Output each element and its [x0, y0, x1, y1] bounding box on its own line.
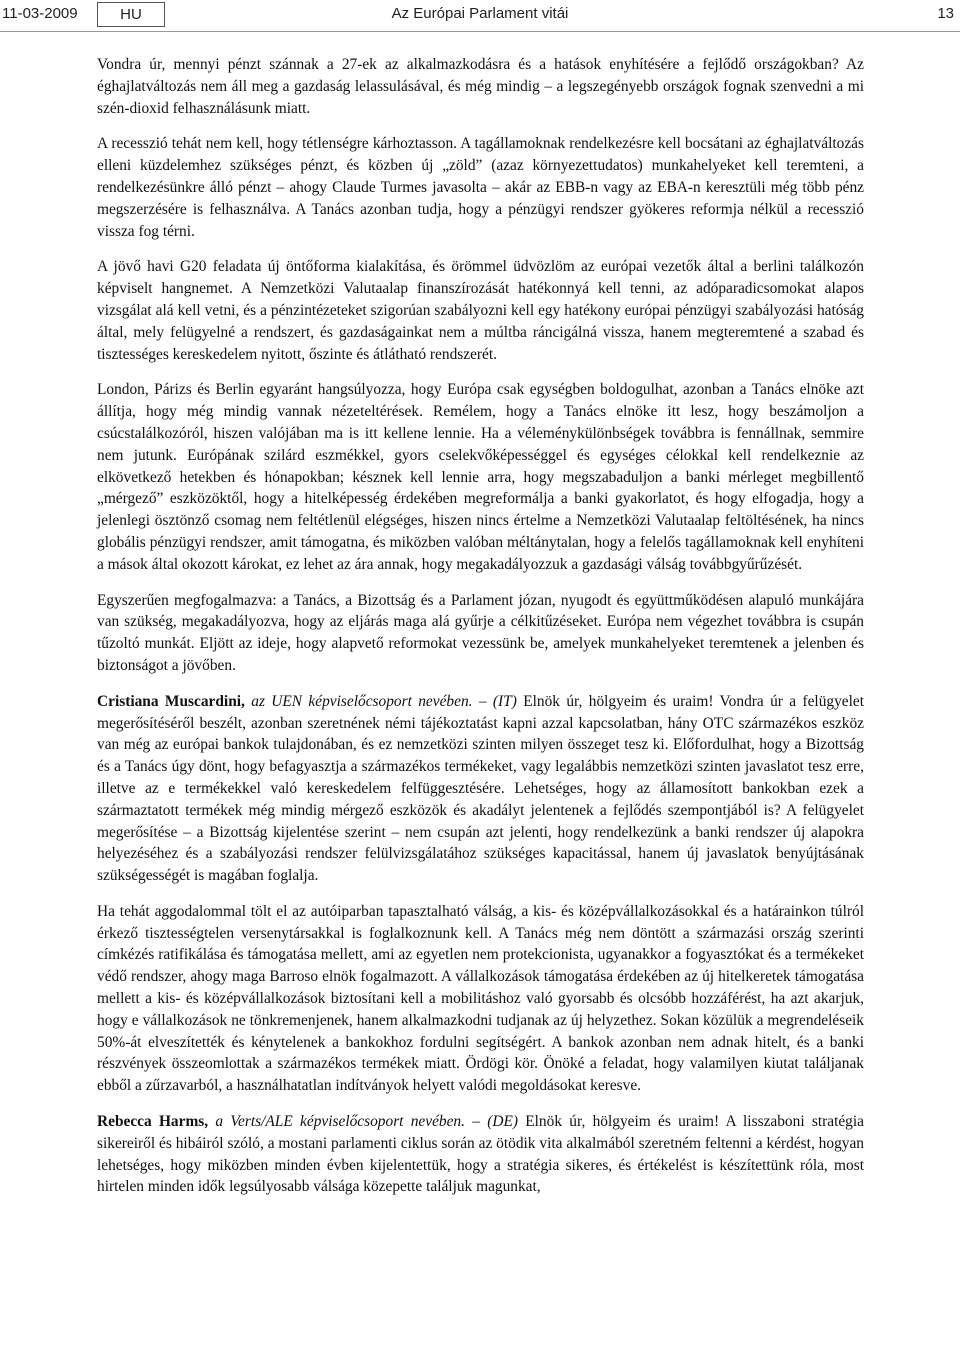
speech-language-tag: – (IT)	[478, 692, 517, 710]
paragraph: Ha tehát aggodalommal tölt el az autóiparban tapasztalható válság, a kis- és középvállalkozásokkal és a határainkon túlról érkező tisztességtelen versenytársakkal is foglalkoznunk kell. A Tanács még nem döntött a származási ország szerinti címkézés ratifikálása és támogatása mellett, ami az egyetlen nem protekcionista, ugyanakkor a fogyasztókat és a termékeket védő rendszer, ahogy maga Barroso elnök fogalmazott. A vállalkozások támogatása érdekében az új hitelkeretek támogatása mellett a kis- és középvállalkozások biztosítani kell a mobilitáshoz való gyorsabb és olcsóbb hozzáférést, ha azt akarjuk, hogy e vállalkozások ne tönkremenjenek, hanem alkalmazkodni tudjanak az új helyzethez. Sokan közülük a megrendeléseik 50%-át elveszítették és kénytelenek a bankokhoz fordulni segítségért. A bankok azonban nem adnak hitelt, és a banki részvények összeomlottak a származékos termékek miatt. Ördögi kör. Önöké a feladat, hogy valamilyen kiutat találjanak ebből a zűrzavarból, a használhatatlan indítványok helyett valódi megoldásokat keresve.	[97, 902, 864, 1095]
paragraph: London, Párizs és Berlin egyaránt hangsúlyozza, hogy Európa csak egységben boldogulhat, azonban a Tanács elnöke azt állítja, hogy még mindig vannak nézeteltérések. Remélem, hogy a Tanács elnöke itt lesz, hogy beszámoljon a csúcstalálkozóról, hiszen valójában ma is itt kellene lennie. Ha a véleménykülönbségek továbbra is fennállnak, semmire nem jutunk. Európának szilárd eszmékkel, gyors cselekvőképességgel és egységes célokkal kell rendelkeznie az elkövetkező hetekben és hónapokban; késznek kell lennie arra, hogy megszabaduljon a banki mérleget megbillentő „mérgező” eszközöktől, hogy a hitelképesség érdekében megreformálja a banki gyakorlatot, és hogy elfogadja, hogy a jelenlegi ösztönző csomag nem feltétlenül elégséges, hiszen nincs értelme a Nemzetközi Valutaalap feltöltésének, ha nincs globális pénzügyi rendszer, amit támogatna, és miközben valóban méltánytalan, hogy a felelős tagállamoknak kell enyhíteni a mások által okozott károkat, ez lehet az ára annak, hogy megakadályozzuk a gazdasági válság továbbgyűrűzését.	[97, 381, 864, 573]
speech-text: Elnök úr, hölgyeim és uraim! Vondra úr a felügyelet megerősítéséről beszélt, azonban szeretnének némi tájékoztatást kapni azzal kapcsolatban, hány OTC származékos eszköz van még az európai bankok tulajdonában, és ez nemzetközi szinten milyen összeget tesz ki. Előfordulhat, hogy a Bizottság és a Tanács úgy dönt, hogy befagyasztja a származékos termékeket, vagy legalábbis nemzetközi szinten javaslatot tesz erre, illetve az e termékekkel való kereskedelem felfüggesztésére. Lehetséges, hogy az államosított bankokban ezek a származtatott termékek még mindig mérgező eszközök és akadályt jelentenek a fejlődés szempontjából is? A felügyelet megerősítése – a Bizottság kijelentése szerint – nem csupán azt jelenti, hogy rendelkezünk a banki rendszer új alapokra helyezéséhez és a szabályozási rendszer felülvizsgálatához szükséges kapacitással, hanem új javaslatok benyújtásának szükségességét is magában foglalja.	[97, 692, 864, 885]
page-number: 13	[937, 5, 954, 22]
page-header	[0, 0, 960, 34]
paragraph: Egyszerűen megfogalmazva: a Tanács, a Bizottság és a Parlament józan, nyugodt és együttműködésen alapuló munkájára van szükség, megakadályozva, hogy az eljárás maga alá gyűrje a célkitűzéseket. Európa nem végezhet továbbra is csupán tűzoltó munkát. Eljött az ideje, hogy alapvető reformokat vezessünk be, amelyek munkahelyeket teremtenek a jelenben és biztonságot a jövőben.	[97, 591, 864, 674]
paragraph: A recesszió tehát nem kell, hogy tétlenségre kárhoztasson. A tagállamoknak rendelkezésre kell bocsátani az éghajlatváltozás elleni küzdelemhez szükséges pénzt, és közben új „zöld” (azaz környezettudatos) munkahelyeket kell teremteni, a rendelkezésünkre álló pénzt – ahogy Claude Turmes javasolta – akár az EBB-n vagy az EBA-n keresztüli még több pénz megszerzésére is felhasználva. A Tanács azonban tudja, hogy a pénzügyi rendszer gyökeres reformja nélkül a recesszió vissza fog térni.	[97, 135, 864, 240]
speaker-name: Rebecca Harms,	[97, 1113, 209, 1131]
speaker-affiliation: az UEN képviselőcsoport nevében.	[251, 692, 473, 710]
speech-muscardini	[97, 691, 864, 887]
header-date: 11-03-2009	[2, 5, 78, 22]
language-box: HU	[97, 2, 165, 27]
header-rule	[0, 31, 960, 32]
speech-text: Elnök úr, hölgyeim és uraim! A lisszaboni stratégia sikereiről és hibáiról szóló, a mostani parlamenti ciklus során az ötödik vita alkalmából szeretném feltenni a kérdést, hogyan lehetséges, hogy miközben minden évben kijelentettük, hogy a stratégia sikeres, és értékelést is készítettünk róla, most hirtelen minden idők legsúlyosabb válsága közepette találjuk magunkat,	[97, 1113, 864, 1196]
speech-harms	[97, 1111, 864, 1198]
speaker-affiliation: a Verts/ALE képviselőcsoport nevében.	[215, 1113, 465, 1131]
paragraph: A jövő havi G20 feladata új öntőforma kialakítása, és örömmel üdvözlöm az európai vezetők által a berlini találkozón képviselt hangnemet. A Nemzetközi Valutaalap finanszírozását hatékonnyá kell tenni, az adóparadicsomokat alapos vizsgálat alá kell vetni, és a pénzintézeteket szigorúan szabályozni kell egy hatékony európai pénzügyi szabályozási hatóság által, mely felügyelné a rendszert, és gazdaságainkat nem a múltba ráncigálná vissza, hanem megteremtené a szabad és tisztességes kereskedelem nyitott, őszinte és átlátható rendszerét.	[97, 258, 864, 363]
speech-language-tag: – (DE)	[472, 1113, 518, 1131]
document-body	[97, 54, 864, 1212]
header-title: Az Európai Parlament vitái	[391, 5, 569, 22]
speaker-name: Cristiana Muscardini,	[97, 692, 245, 710]
paragraph: Vondra úr, mennyi pénzt szánnak a 27-ek az alkalmazkodásra és a hatások enyhítésére a fejlődő országokban? Az éghajlatváltozás nem áll meg a gazdaság lelassulásával, és még mindig – a legszegényebb országok fognak szenvedni a mi szén-dioxid felhasználásunk miatt.	[97, 56, 864, 117]
